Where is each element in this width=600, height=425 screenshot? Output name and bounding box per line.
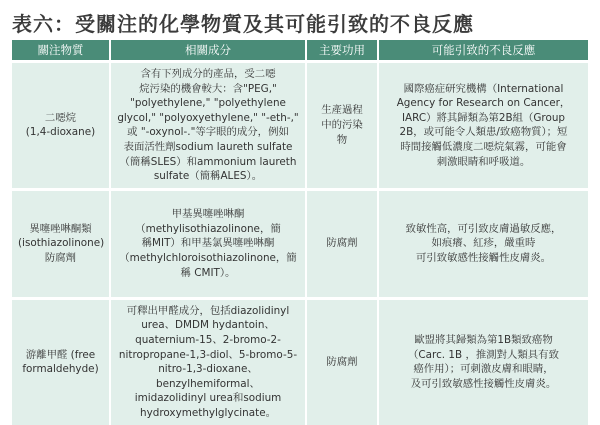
substances-table	[12, 40, 588, 425]
table-row	[12, 298, 588, 424]
table-title: 表六：受關注的化學物質及其可能引致的不良反應	[12, 12, 474, 36]
table-row	[12, 62, 588, 190]
cell-effects: 歐盟將其歸類為第1B類致癌物 （Carc. 1B ，推測對人類具有致 癌作用）；可刺激皮膚和眼睛， 及可引致敏感性接觸性皮膚炎。	[378, 298, 588, 424]
cell-ingredients: 含有下列成分的產品，受二噁 烷污染的機會較大：含"PEG," "polyethylene," "polyethylene glycol," "polyoxyethylene," "-eth-," 或 "-oxynol-."等字眼的成分，例如 表面活性劑sodium laureth sulfate （簡稱SLES）和ammonium laureth sulfate（簡稱ALES）。	[110, 62, 306, 190]
cell-function: 生產過程 中的污染 物	[306, 62, 378, 190]
column-header-ingredients: 相關成分	[110, 40, 306, 62]
column-header-effects: 可能引致的不良反應	[378, 40, 588, 62]
cell-substance: 異噻唑啉酮類 (isothiazolinone) 防腐劑	[12, 189, 110, 298]
cell-effects: 致敏性高，可引致皮膚過敏反應， 如痕癢、紅疹，嚴重時 可引致敏感性接觸性皮膚炎。	[378, 189, 588, 298]
table-header-row	[12, 40, 588, 62]
column-header-substance: 關注物質	[12, 40, 110, 62]
cell-substance: 游離甲醛 (free formaldehyde)	[12, 298, 110, 424]
cell-function: 防腐劑	[306, 298, 378, 424]
cell-function: 防腐劑	[306, 189, 378, 298]
cell-ingredients: 甲基異噻唑啉酮 （methylisothiazolinone，簡 稱MIT）和甲基氯異噻唑啉酮 （methylchloroisothiazolinone，簡 稱 CMIT）。	[110, 189, 306, 298]
table-row	[12, 189, 588, 298]
column-header-function: 主要功用	[306, 40, 378, 62]
cell-ingredients: 可釋出甲醛成分，包括diazolidinyl urea、DMDM hydantoin、 quaternium-15、2-bromo-2- nitropropane-1,3-diol、5-bromo-5- nitro-1,3-dioxane、benzylhemiformal、 imidazolidinyl urea和sodium hydroxymethylglycinate。	[110, 298, 306, 424]
cell-effects: 國際癌症研究機構（International Agency for Research on Cancer， IARC）將其歸類為第2B組（Group 2B，或可能令人類患/致癌物質）；短 時間接觸低濃度二噁烷氣霧，可能會 刺激眼睛和呼吸道。	[378, 62, 588, 190]
cell-substance: 二噁烷 (1,4-dioxane)	[12, 62, 110, 190]
